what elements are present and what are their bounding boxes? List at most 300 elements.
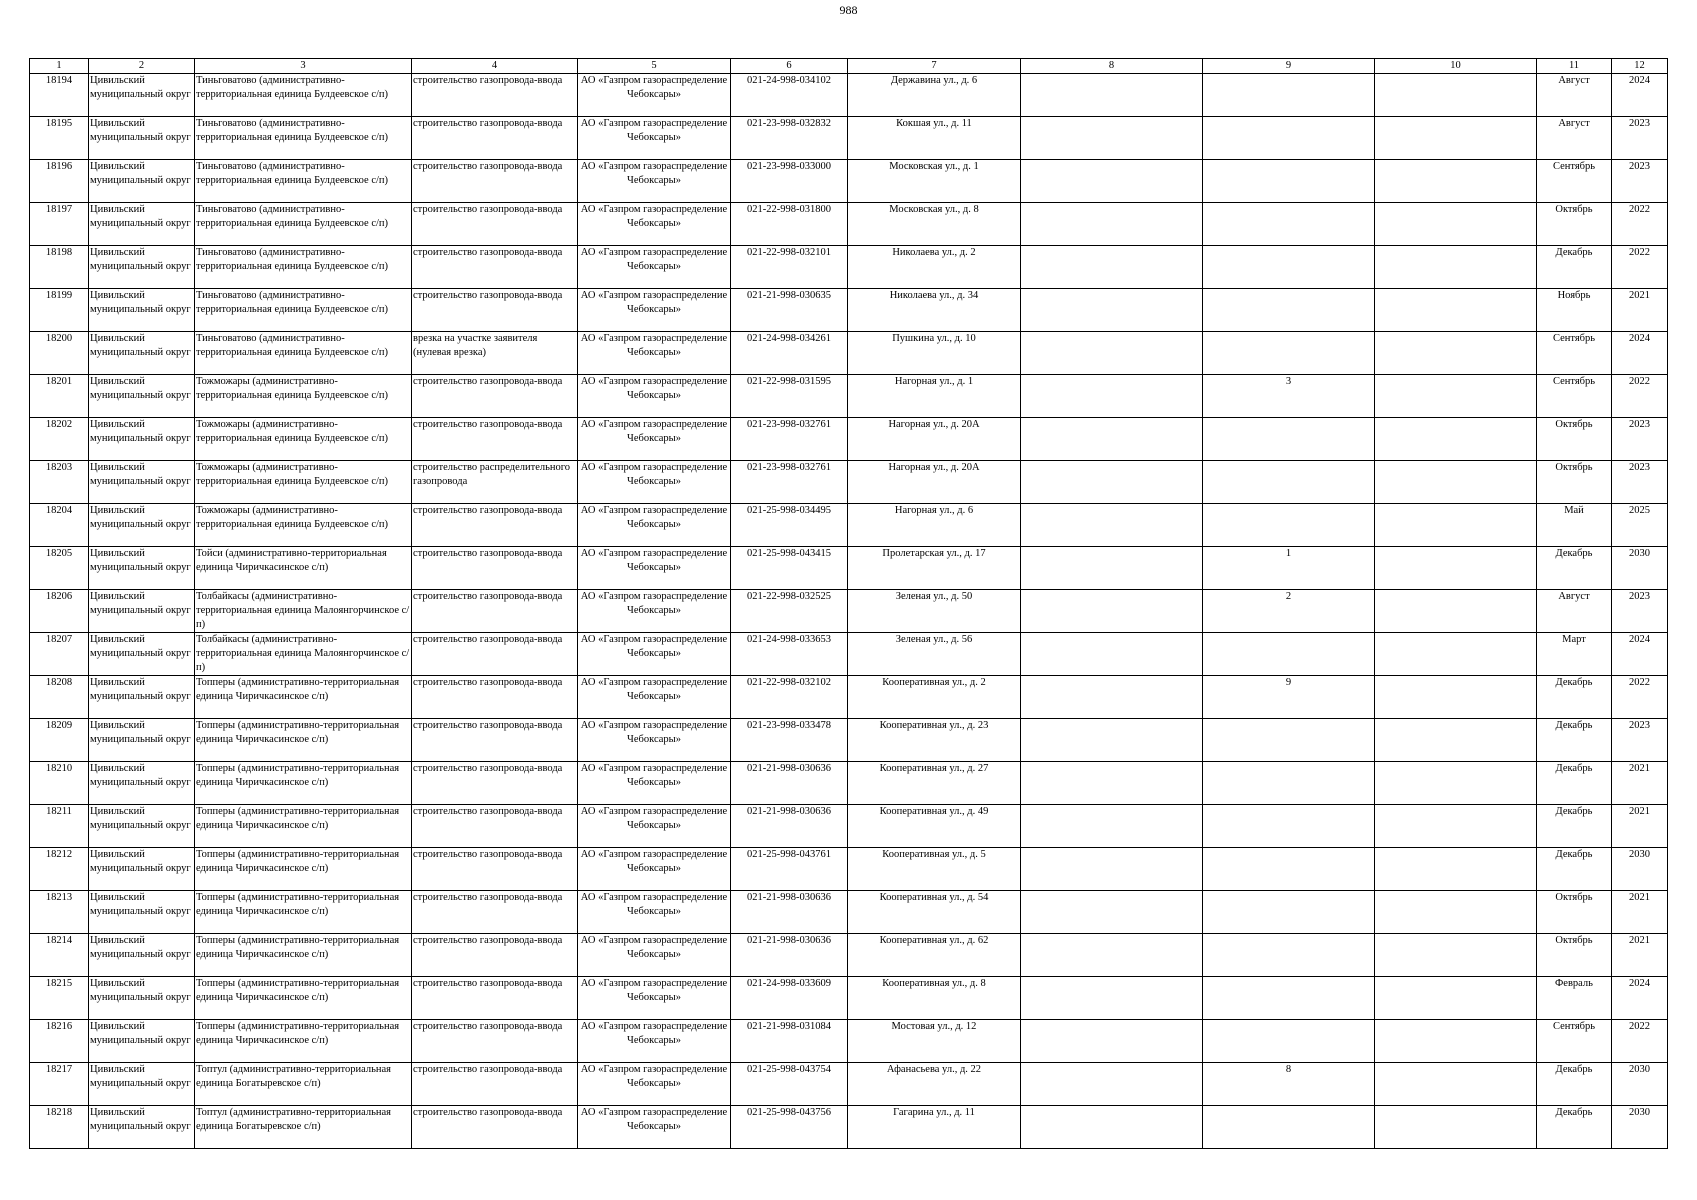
application-code-cell-text: 021-21-998-030635 (747, 290, 831, 301)
district-cell-text: Цивильский муниципальный округ (90, 204, 191, 229)
col8-cell (1021, 461, 1203, 504)
settlement-cell-text: Топтул (административно-территориальная единица Богатыревское с/п) (196, 1064, 391, 1089)
application-code-cell-text: 021-23-998-033478 (747, 720, 831, 731)
col9-cell (1203, 461, 1375, 504)
application-code-cell-text: 021-24-998-034102 (747, 75, 831, 86)
month-cell (1537, 633, 1612, 676)
col10-cell (1375, 246, 1537, 289)
table-row (30, 676, 1668, 719)
organization-cell (578, 805, 731, 848)
col10-cell (1375, 1063, 1537, 1106)
work-type-cell (412, 590, 578, 633)
work-type-cell-text: строительство газопровода-ввода (413, 935, 563, 946)
organization-cell-text: АО «Газпром газораспределение Чебоксары» (580, 204, 728, 229)
settlement-cell-text: Тиньговатово (административно-территориальная единица Булдеевское с/п) (196, 161, 389, 186)
col10-cell-text (1376, 504, 1535, 546)
organization-cell-text: АО «Газпром газораспределение Чебоксары» (580, 978, 728, 1003)
row-number-cell-text: 18195 (45, 118, 73, 129)
year-cell-text: 2022 (1629, 247, 1650, 258)
district-cell (89, 676, 195, 719)
month-cell-text: Декабрь (1555, 1107, 1593, 1118)
col10-cell-text (1376, 117, 1535, 159)
col10-cell-text (1376, 848, 1535, 890)
settlement-cell (195, 1063, 412, 1106)
organization-cell (578, 289, 731, 332)
col10-cell (1375, 1020, 1537, 1063)
application-code-cell-text: 021-22-998-031800 (747, 204, 831, 215)
application-code-cell-text: 021-22-998-032525 (747, 591, 831, 602)
application-code-cell (731, 719, 848, 762)
year-cell-text: 2023 (1629, 462, 1650, 473)
district-cell-text: Цивильский муниципальный округ (90, 849, 191, 874)
col9-cell (1203, 590, 1375, 633)
col10-cell (1375, 461, 1537, 504)
organization-cell-text: АО «Газпром газораспределение Чебоксары» (580, 1064, 728, 1089)
row-number-cell (30, 461, 89, 504)
district-cell-text: Цивильский муниципальный округ (90, 892, 191, 917)
col8-cell-text (1022, 676, 1201, 718)
col-header: 10 (1375, 59, 1537, 74)
settlement-cell-text: Топперы (административно-территориальная единица Чиричкасинское с/п) (196, 677, 400, 702)
row-number-cell (30, 1106, 89, 1149)
settlement-cell (195, 1020, 412, 1063)
row-number-cell (30, 805, 89, 848)
table-row (30, 74, 1668, 117)
year-cell-text: 2021 (1629, 892, 1650, 903)
address-cell-text: Николаева ул., д. 34 (889, 290, 979, 301)
month-cell (1537, 461, 1612, 504)
row-number-cell (30, 934, 89, 977)
year-cell-text: 2023 (1629, 118, 1650, 129)
col8-cell (1021, 805, 1203, 848)
work-type-cell-text: строительство газопровода-ввода (413, 290, 563, 301)
table-row (30, 633, 1668, 676)
row-number-cell-text: 18206 (45, 591, 73, 602)
work-type-cell (412, 977, 578, 1020)
district-cell (89, 1020, 195, 1063)
district-cell-text: Цивильский муниципальный округ (90, 118, 191, 143)
col10-cell (1375, 848, 1537, 891)
col8-cell-text (1022, 117, 1201, 159)
month-cell (1537, 590, 1612, 633)
settlement-cell-text: Тиньговатово (административно-территориальная единица Булдеевское с/п) (196, 333, 389, 358)
application-code-cell (731, 805, 848, 848)
application-code-cell (731, 203, 848, 246)
month-cell-text: Декабрь (1555, 763, 1593, 774)
settlement-cell-text: Толбайкасы (административно-территориальная единица Малоянгорчинское с/п) (196, 634, 410, 673)
work-type-cell-text: строительство газопровода-ввода (413, 720, 563, 731)
district-cell (89, 418, 195, 461)
work-type-cell (412, 719, 578, 762)
application-code-cell-text: 021-24-998-034261 (747, 333, 831, 344)
col8-cell-text (1022, 934, 1201, 976)
organization-cell-text: АО «Газпром газораспределение Чебоксары» (580, 1107, 728, 1132)
month-cell-text: Ноябрь (1557, 290, 1591, 301)
col9-cell (1203, 934, 1375, 977)
application-code-cell (731, 590, 848, 633)
address-cell (848, 805, 1021, 848)
application-code-cell-text: 021-24-998-033609 (747, 978, 831, 989)
col10-cell (1375, 117, 1537, 160)
col-header: 11 (1537, 59, 1612, 74)
organization-cell-text: АО «Газпром газораспределение Чебоксары» (580, 677, 728, 702)
settlement-cell (195, 633, 412, 676)
address-cell (848, 418, 1021, 461)
application-code-cell-text: 021-22-998-032101 (747, 247, 831, 258)
settlement-cell-text: Тойси (административно-территориальная единица Чиричкасинское с/п) (196, 548, 387, 573)
work-type-cell (412, 547, 578, 590)
col9-cell (1203, 117, 1375, 160)
year-cell-text: 2030 (1629, 548, 1650, 559)
col9-cell-text (1204, 332, 1373, 374)
work-type-cell-text: строительство газопровода-ввода (413, 505, 563, 516)
work-type-cell-text: строительство распределительного газопровода (413, 462, 571, 487)
district-cell (89, 633, 195, 676)
year-cell (1612, 1106, 1668, 1149)
col9-cell (1203, 719, 1375, 762)
address-cell-text: Кооперативная ул., д. 62 (879, 935, 989, 946)
organization-cell (578, 418, 731, 461)
district-cell-text: Цивильский муниципальный округ (90, 247, 191, 272)
address-cell (848, 762, 1021, 805)
col8-cell (1021, 289, 1203, 332)
col10-cell (1375, 977, 1537, 1020)
organization-cell (578, 74, 731, 117)
month-cell-text: Декабрь (1555, 849, 1593, 860)
settlement-cell-text: Тиньговатово (административно-территориальная единица Булдеевское с/п) (196, 75, 389, 100)
month-cell-text: Октябрь (1555, 892, 1593, 903)
col9-cell-text (1204, 633, 1373, 675)
row-number-cell-text: 18213 (45, 892, 73, 903)
month-cell (1537, 891, 1612, 934)
month-cell-text: Декабрь (1555, 1064, 1593, 1075)
settlement-cell-text: Топперы (административно-территориальная единица Чиричкасинское с/п) (196, 806, 400, 831)
settlement-cell (195, 504, 412, 547)
month-cell (1537, 418, 1612, 461)
table-row (30, 461, 1668, 504)
col10-cell-text (1376, 590, 1535, 632)
address-cell-text: Нагорная ул., д. 1 (894, 376, 974, 387)
col9-cell-text (1204, 461, 1373, 503)
application-code-cell-text: 021-24-998-033653 (747, 634, 831, 645)
district-cell (89, 848, 195, 891)
col9-cell (1203, 289, 1375, 332)
address-cell-text: Кооперативная ул., д. 8 (882, 978, 986, 989)
col9-cell (1203, 633, 1375, 676)
table-row (30, 203, 1668, 246)
col9-cell-text: 9 (1285, 677, 1292, 688)
col-header: 8 (1021, 59, 1203, 74)
address-cell-text: Гагарина ул., д. 11 (893, 1107, 975, 1118)
work-type-cell (412, 117, 578, 160)
district-cell-text: Цивильский муниципальный округ (90, 1064, 191, 1089)
col-header: 2 (89, 59, 195, 74)
settlement-cell-text: Тожможары (административно-территориальная единица Булдеевское с/п) (196, 419, 389, 444)
settlement-cell (195, 547, 412, 590)
col9-cell-text (1204, 160, 1373, 202)
district-cell (89, 547, 195, 590)
work-type-cell (412, 74, 578, 117)
col10-cell-text (1376, 762, 1535, 804)
col9-cell-text (1204, 504, 1373, 546)
col9-cell-text: 2 (1285, 591, 1292, 602)
col8-cell-text (1022, 74, 1201, 116)
address-cell-text: Нагорная ул., д. 6 (894, 505, 974, 516)
col10-cell-text (1376, 547, 1535, 589)
row-number-cell-text: 18197 (45, 204, 73, 215)
row-number-cell-text: 18217 (45, 1064, 73, 1075)
col8-cell-text (1022, 1020, 1201, 1062)
table-row (30, 590, 1668, 633)
month-cell (1537, 676, 1612, 719)
work-type-cell (412, 676, 578, 719)
application-code-cell-text: 021-23-998-032761 (747, 462, 831, 473)
year-cell-text: 2023 (1629, 419, 1650, 430)
year-cell-text: 2030 (1629, 849, 1650, 860)
row-number-cell-text: 18200 (45, 333, 73, 344)
month-cell (1537, 117, 1612, 160)
col10-cell (1375, 805, 1537, 848)
address-cell (848, 246, 1021, 289)
row-number-cell (30, 1063, 89, 1106)
settlement-cell-text: Топтул (административно-территориальная единица Богатыревское с/п) (196, 1107, 391, 1132)
work-type-cell (412, 461, 578, 504)
table-row (30, 1106, 1668, 1149)
address-cell-text: Державина ул., д. 6 (890, 75, 978, 86)
address-cell (848, 117, 1021, 160)
col8-cell (1021, 848, 1203, 891)
col8-cell (1021, 160, 1203, 203)
settlement-cell-text: Тиньговатово (административно-территориальная единица Булдеевское с/п) (196, 290, 389, 315)
year-cell (1612, 203, 1668, 246)
work-type-cell (412, 848, 578, 891)
col8-cell-text (1022, 246, 1201, 288)
col10-cell (1375, 203, 1537, 246)
col-header: 12 (1612, 59, 1668, 74)
col10-cell-text (1376, 891, 1535, 933)
address-cell-text: Московская ул., д. 1 (889, 161, 979, 172)
col9-cell (1203, 375, 1375, 418)
address-cell-text: Нагорная ул., д. 20А (888, 419, 980, 430)
table-row (30, 1063, 1668, 1106)
month-cell-text: Октябрь (1555, 204, 1593, 215)
year-cell (1612, 289, 1668, 332)
district-cell-text: Цивильский муниципальный округ (90, 290, 191, 315)
col8-cell-text (1022, 590, 1201, 632)
work-type-cell (412, 891, 578, 934)
year-cell-text: 2023 (1629, 591, 1650, 602)
row-number-cell-text: 18194 (45, 75, 73, 86)
district-cell-text: Цивильский муниципальный округ (90, 763, 191, 788)
organization-cell (578, 203, 731, 246)
year-cell (1612, 977, 1668, 1020)
row-number-cell (30, 891, 89, 934)
col-header: 7 (848, 59, 1021, 74)
address-cell-text: Зеленая ул., д. 50 (895, 591, 973, 602)
application-code-cell-text: 021-21-998-030636 (747, 763, 831, 774)
settlement-cell (195, 848, 412, 891)
month-cell-text: Сентябрь (1552, 333, 1596, 344)
year-cell (1612, 719, 1668, 762)
address-cell-text: Кооперативная ул., д. 2 (882, 677, 986, 688)
work-type-cell-text: врезка на участке заявителя (нулевая врезка) (413, 333, 538, 358)
col9-cell-text (1204, 1106, 1373, 1148)
year-cell (1612, 418, 1668, 461)
district-cell (89, 461, 195, 504)
col10-cell-text (1376, 203, 1535, 245)
col10-cell (1375, 375, 1537, 418)
address-cell (848, 590, 1021, 633)
month-cell (1537, 289, 1612, 332)
row-number-cell-text: 18202 (45, 419, 73, 430)
row-number-cell-text: 18205 (45, 548, 73, 559)
address-cell-text: Нагорная ул., д. 20А (888, 462, 980, 473)
address-cell-text: Кооперативная ул., д. 49 (879, 806, 989, 817)
col10-cell-text (1376, 1063, 1535, 1105)
address-cell (848, 1020, 1021, 1063)
work-type-cell (412, 289, 578, 332)
row-number-cell (30, 1020, 89, 1063)
application-code-cell-text: 021-23-998-033000 (747, 161, 831, 172)
col10-cell (1375, 934, 1537, 977)
col8-cell (1021, 1106, 1203, 1149)
table-row (30, 805, 1668, 848)
month-cell (1537, 375, 1612, 418)
col10-cell (1375, 1106, 1537, 1149)
col10-cell (1375, 418, 1537, 461)
col8-cell (1021, 246, 1203, 289)
col9-cell (1203, 977, 1375, 1020)
col9-cell (1203, 1020, 1375, 1063)
application-code-cell-text: 021-25-998-043415 (747, 548, 831, 559)
application-code-cell (731, 762, 848, 805)
table-row (30, 504, 1668, 547)
organization-cell (578, 633, 731, 676)
district-cell (89, 504, 195, 547)
col8-cell (1021, 891, 1203, 934)
col8-cell-text (1022, 633, 1201, 675)
settlement-cell-text: Тиньговатово (административно-территориальная единица Булдеевское с/п) (196, 204, 389, 229)
application-code-cell (731, 504, 848, 547)
organization-cell (578, 547, 731, 590)
col9-cell-text: 8 (1285, 1064, 1292, 1075)
work-type-cell-text: строительство газопровода-ввода (413, 634, 563, 645)
settlement-cell-text: Тиньговатово (административно-территориальная единица Булдеевское с/п) (196, 247, 389, 272)
col8-cell-text (1022, 504, 1201, 546)
col-header: 9 (1203, 59, 1375, 74)
col9-cell (1203, 547, 1375, 590)
year-cell-text: 2024 (1629, 978, 1650, 989)
organization-cell-text: АО «Газпром газораспределение Чебоксары» (580, 892, 728, 917)
col10-cell-text (1376, 246, 1535, 288)
application-code-cell (731, 676, 848, 719)
col8-cell (1021, 504, 1203, 547)
col8-cell (1021, 375, 1203, 418)
month-cell-text: Май (1564, 505, 1584, 516)
table-row (30, 289, 1668, 332)
settlement-cell-text: Топперы (административно-территориальная единица Чиричкасинское с/п) (196, 720, 400, 745)
col8-cell-text (1022, 461, 1201, 503)
row-number-cell-text: 18207 (45, 634, 73, 645)
settlement-cell (195, 977, 412, 1020)
col8-cell-text (1022, 1106, 1201, 1148)
col8-cell-text (1022, 891, 1201, 933)
table-row (30, 848, 1668, 891)
work-type-cell (412, 375, 578, 418)
col8-cell-text (1022, 332, 1201, 374)
table-row (30, 160, 1668, 203)
organization-cell (578, 719, 731, 762)
col9-cell (1203, 504, 1375, 547)
col10-cell (1375, 160, 1537, 203)
year-cell-text: 2022 (1629, 376, 1650, 387)
district-cell-text: Цивильский муниципальный округ (90, 1021, 191, 1046)
application-code-cell (731, 891, 848, 934)
month-cell-text: Февраль (1555, 978, 1593, 989)
col9-cell (1203, 891, 1375, 934)
table-row (30, 547, 1668, 590)
col8-cell (1021, 676, 1203, 719)
application-code-cell (731, 633, 848, 676)
work-type-cell (412, 203, 578, 246)
settlement-cell-text: Топперы (административно-территориальная единица Чиричкасинское с/п) (196, 935, 400, 960)
settlement-cell (195, 891, 412, 934)
work-type-cell (412, 1020, 578, 1063)
year-cell-text: 2022 (1629, 677, 1650, 688)
col10-cell (1375, 289, 1537, 332)
address-cell-text: Кооперативная ул., д. 54 (879, 892, 989, 903)
year-cell-text: 2021 (1629, 290, 1650, 301)
month-cell-text: Декабрь (1555, 720, 1593, 731)
col10-cell-text (1376, 289, 1535, 331)
col8-cell (1021, 332, 1203, 375)
year-cell-text: 2021 (1629, 935, 1650, 946)
application-code-cell (731, 160, 848, 203)
year-cell-text: 2021 (1629, 763, 1650, 774)
work-type-cell-text: строительство газопровода-ввода (413, 204, 563, 215)
table-row (30, 375, 1668, 418)
col9-cell (1203, 203, 1375, 246)
settlement-cell (195, 246, 412, 289)
address-cell (848, 1063, 1021, 1106)
month-cell-text: Август (1558, 75, 1590, 86)
month-cell-text: Сентябрь (1552, 161, 1596, 172)
col9-cell (1203, 676, 1375, 719)
col9-cell (1203, 762, 1375, 805)
year-cell (1612, 461, 1668, 504)
year-cell (1612, 590, 1668, 633)
col9-cell-text (1204, 203, 1373, 245)
organization-cell-text: АО «Газпром газораспределение Чебоксары» (580, 161, 728, 186)
work-type-cell (412, 633, 578, 676)
month-cell-text: Октябрь (1555, 419, 1593, 430)
organization-cell (578, 891, 731, 934)
work-type-cell-text: строительство газопровода-ввода (413, 75, 563, 86)
row-number-cell (30, 547, 89, 590)
row-number-cell-text: 18210 (45, 763, 73, 774)
organization-cell-text: АО «Газпром газораспределение Чебоксары» (580, 290, 728, 315)
organization-cell-text: АО «Газпром газораспределение Чебоксары» (580, 763, 728, 788)
organization-cell-text: АО «Газпром газораспределение Чебоксары» (580, 1021, 728, 1046)
col10-cell-text (1376, 332, 1535, 374)
col9-cell-text: 1 (1285, 548, 1292, 559)
work-type-cell (412, 1106, 578, 1149)
row-number-cell (30, 117, 89, 160)
application-code-cell (731, 1020, 848, 1063)
col9-cell-text (1204, 1020, 1373, 1062)
col9-cell-text (1204, 246, 1373, 288)
row-number-cell-text: 18198 (45, 247, 73, 258)
